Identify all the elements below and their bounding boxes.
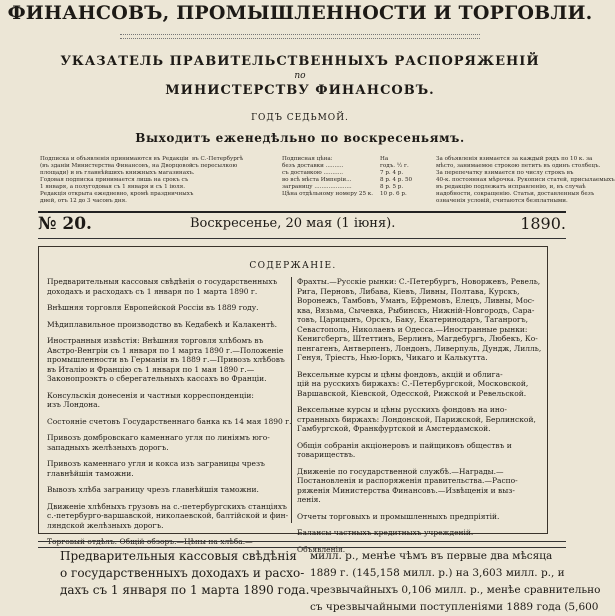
issue-number: № 20. [38,214,92,234]
contents-item: Движеніе хлѣбныхъ грузовъ на с.-петербургскихъ станціяхъ с.-петербурго-варшавской, николаевской, балтійской и фин- ляндской желѣзныхъ дорогъ. [47,501,289,530]
price-labels: Подписная цѣна: безъ доставки .......... съ доставкою ........... во всѣ мѣста Имперіи... заграницу ..................... Цѣна отдѣльному номеру 25 к. [282,156,374,197]
contents-item: Балансы частныхъ кредитныхъ учрежденій. [297,528,474,537]
issue-year: 1890. [520,214,566,233]
masthead-rule-bottom [120,38,480,39]
subscription-notice: Подписка и объявленія принимаются въ Редакціи (въ зданіи Министерства Финансовъ, на Дворцовой площади) и въ главнѣйшихъ книжныхъ магазинахъ. Годовая подписка принимается лишь на срокъ съ 1 января, а полугодовая съ 1 января и съ 1 іюля. Редакція открыта ежедневно, кромѣ праздничныхъ дней, отъ 12 до 3 часовъ дня. [40,156,195,204]
subtitle-index: УКАЗАТЕЛЬ ПРАВИТЕЛЬСТВЕННЫХЪ РАСПОРЯЖЕНІЙ [60,54,540,69]
contents-item: Общія собранія акціонеровъ и пайщиковъ обществъ и товариществъ. [297,440,512,459]
issue-rule-top [38,211,566,213]
contents-right-column [297,277,541,561]
subtitle-ministry: МИНИСТЕРСТВУ ФИНАНСОВЪ. [165,83,435,98]
contents-title: СОДЕРЖАНІЕ. [249,261,337,271]
article-rule-top [38,541,566,542]
contents-item: Фрахты.—Русскіе рынки: С.-Петербургъ, Новоржевъ, Ревель, Рига, Перновъ, Либава, Кіевъ, Ливны, Полтава, Курскъ, Воронежъ, Тамбовъ, Уманъ, Ефремовъ, Елецъ, Ливны, Мос- ква, Вязьма, Сычевка, Рыбинскъ, Нижній-Новгородъ, Сара- товъ, Царицынъ, Орскъ, Баку, Екатеринодаръ, Таганрогъ, Севастополь, Николаевъ и Одесса.—Иностранные рынки: Кенигсбергъ, Штеттинъ, Берлинъ, Магдебургъ, Любекъ, Ко- пенгагенъ, Антверпенъ, Лондонъ, Ливерпуль, Дундж, Лилль, Генуя, Тріестъ, Нью-Іоркъ, Чикаго и Калькутта. [297,277,542,362]
contents-item: Иностранныя извѣстія: Внѣшняя торговля хлѣбомъ въ Австро-Венгріи съ 1 января по 1 марта 1890 г.—Положеніе промышленности въ Германіи въ 1889 г.—Привозъ хлѣбовъ въ Италію и Францію съ 1 января по 1 мая 1890 г.— Законопроэктъ о сберегательныхъ кассахъ во Франціи. [47,336,285,383]
article-heading: Предварительныя кассовыя свѣдѣнія о государственныхъ доходахъ и расхо- дахъ съ 1 января по 1 марта 1890 года. [60,549,310,597]
contents-item: Консульскія донесенія и частныя корреспонденціи: изъ Лондона. [47,390,254,409]
price-values: На годъ. ½ г. 7 р. 4 р. 8 р. 4 р. 50 8 р. 5 р. 10 р. 6 р. [380,156,413,197]
year-label: ГОДЪ СЕДЬМОЙ. [251,113,349,123]
contents-item: Внѣшняя торговля Европейской Россіи въ 1889 году. [47,303,259,312]
contents-item: Предварительныя кассовыя свѣдѣнія о государственныхъ доходахъ и расходахъ съ 1 января по 1 марта 1890 г. [47,277,278,296]
contents-column-divider [291,277,292,523]
masthead-rule-top [120,34,480,35]
contents-item: Торговый отдѣлъ. Общій обзоръ.—Цѣны на хлѣба.— [47,537,253,546]
delivery-region-labels: въ С.-Петербургѣ съ пересылкою [192,156,244,169]
contents-item: Движеніе по государственной службѣ.—Награды.— Постановленія и распоряженія правительства.—Распо- ряженія Министерства Финансовъ.—Извѣщенія и выз- ленія. [297,466,518,504]
contents-item: Отчеты торговыхъ и промышленныхъ предпріятій. [297,511,500,521]
advertising-terms: За объявленія взимается за каждый рядъ по 10 к. за мѣсто, занимаемое строкою петитъ въ одинъ столбецъ. За перепечатку взимается по числу строкъ въ 40-к. постоянная мѣрочка. Рукописи статей, присылаемыхъ въ редакцію подлежатъ исправленію, и, въ случаѣ надобности, сокращенію. Статьи, доставленныя безъ означенія условій, считаются безплатными. [436,156,615,204]
contents-item: Вывозъ хлѣба заграницу чрезъ главнѣйшія таможни. [47,485,259,494]
publication-schedule: Выходитъ еженедѣльно по воскресеньямъ. [135,131,465,145]
issue-rule-bottom [38,238,566,239]
issue-line [38,214,566,236]
subscription-info [40,156,615,210]
contents-item: Мѣдиплавильное производство въ Кедабекѣ и Калакентѣ. [47,319,278,329]
contents-item: Состояніе счетовъ Государственнаго банка къ 14 мая 1890 г. [47,416,292,426]
masthead-title: ФИНАНСОВЪ, ПРОМЫШЛЕННОСТИ И ТОРГОВЛИ. [7,2,593,24]
contents-item: Привозъ домбровскаго каменнаго угля по линіямъ юго- западныхъ желѣзныхъ дорогъ. [47,433,270,452]
contents-item: Объявленія. [297,544,346,554]
issue-date: Воскресенье, 20 мая (1 іюня). [190,216,396,231]
subtitle-by: по [294,71,306,81]
contents-left-column [47,277,292,554]
contents-item: Привозъ каменнаго угля и кокса изъ заграницы чрезъ главнѣйшія таможни. [47,459,265,478]
article-body: милл. р., менѣе чѣмъ въ первые два мѣсяца 1889 г. (145,158 милл. р.) на 3,603 милл. р., и чрезвычайныхъ 0,106 милл. р., менѣе сравнительно съ чрезвычайными поступленіями 1889 года (5,600 [310,550,601,613]
contents-item: Вексельные курсы и цѣны русскихъ фондовъ на ино- странныхъ биржахъ: Лондонской, Парижской, Берлинской, Гамбургской, Франкфуртской и Амстердамской. [297,405,536,433]
contents-item: Вексельные курсы и цѣны фондовъ, акцій и облига- цій на русскихъ биржахъ: С.-Петербургской, Московской, Варшавской, Кіевской, Одесской, Рижской и Ревельской. [297,369,529,398]
contents-box [38,246,548,554]
